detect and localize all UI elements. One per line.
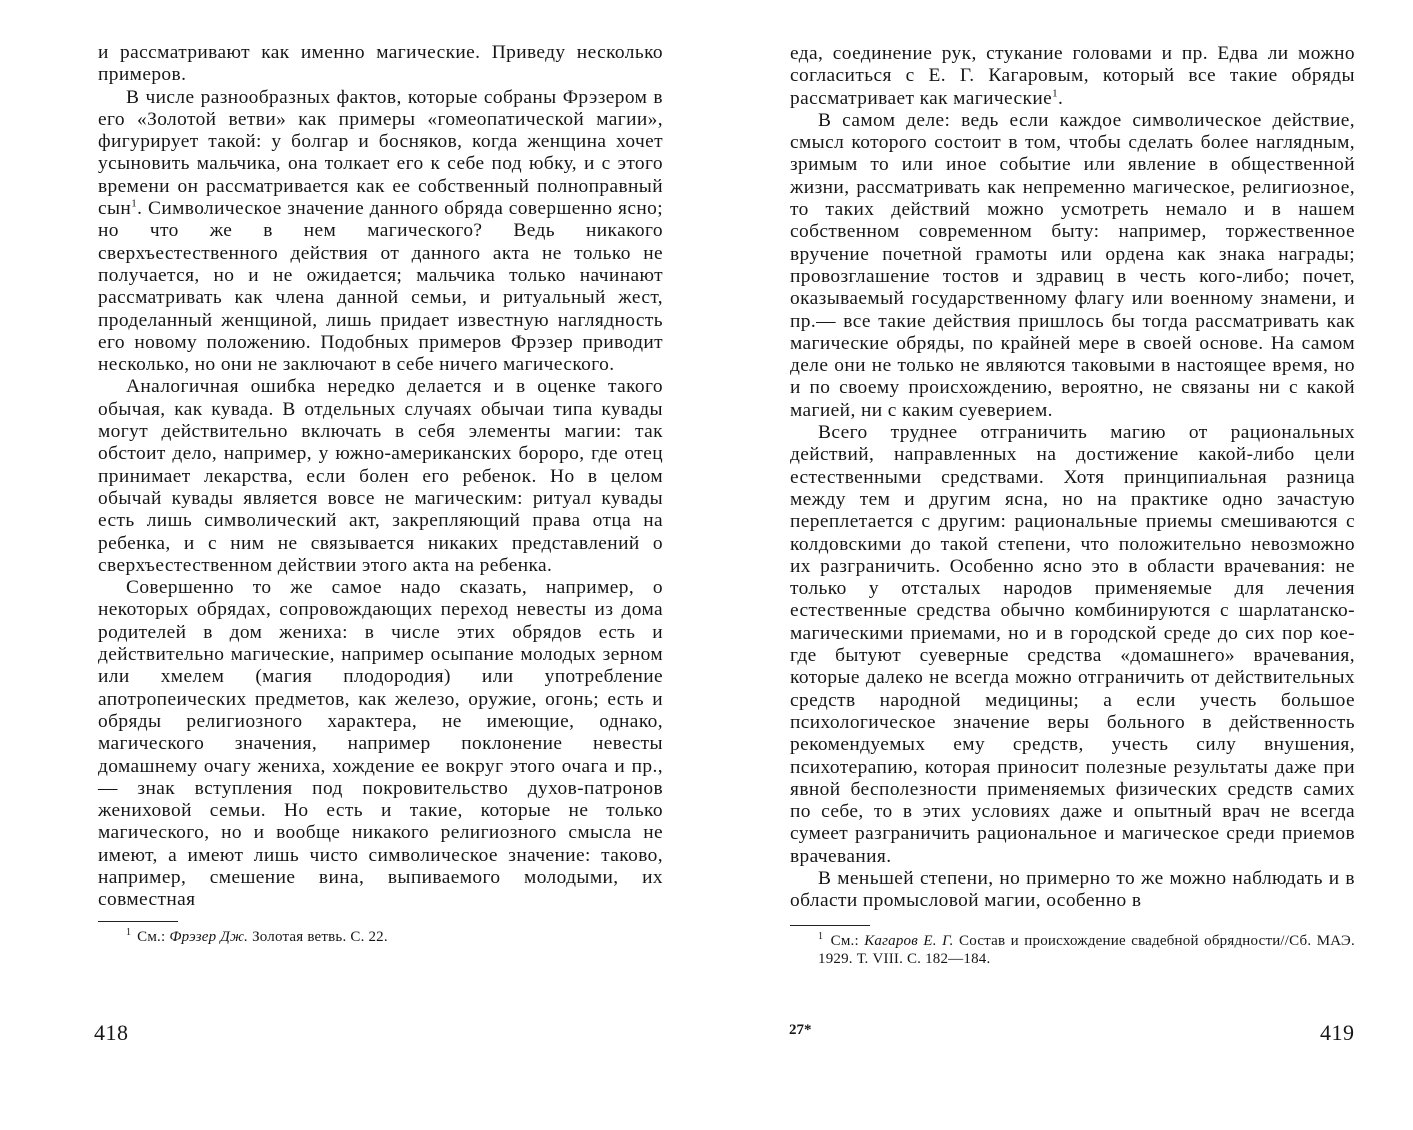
footnote-source: Состав и происхождение свадебной обрядности//Сб. МАЭ. 1929. Т. VIII. С. 182—184. <box>818 932 1355 967</box>
paragraph: и рассматривают как именно магические. Приведу несколько примеров. <box>98 42 663 86</box>
left-page <box>98 0 663 946</box>
paragraph-text: еда, соединение рук, стукание головами и пр. Едва ли можно согласиться с Е. Г. Кагаровым, который все такие обряды рассматривает как магические <box>790 43 1355 109</box>
page-number-right: 419 <box>1320 1020 1355 1045</box>
footnote-divider <box>790 925 870 926</box>
footnote-number: 1 <box>126 926 132 938</box>
footnote <box>790 932 1355 968</box>
paragraph: Совершенно то же самое надо сказать, например, о некоторых обрядах, сопровождающих переход невесты из дома родителей в дом жениха: в числе этих обрядов есть и действительно магические, например осыпание молодых зерном или хмелем (магия плодородия) или употребление апотропеических предметов, как железо, оружие, огонь; есть и обряды религиозного характера, не имеющие, однако, магического значения, например поклонение невесты домашнему очагу жениха, хождение ее вокруг этого очага и пр.,— знак вступления под покровительство духов-патронов жениховой семьи. Но есть и такие, которые не только магического, но и вообще никакого религиозного смысла не имеют, а имеют лишь чисто символическое значение: таково, например, смешение вина, выпиваемого молодыми, их совместная <box>98 577 663 911</box>
footnote <box>98 928 663 946</box>
footnote-divider <box>98 921 178 922</box>
footnote-author: Кагаров Е. Г. <box>864 932 954 949</box>
left-body-text <box>98 42 663 912</box>
printer-signature-mark: 27* <box>789 1022 812 1038</box>
paragraph: В самом деле: ведь если каждое символическое действие, смысл которого состоит в том, чтобы сделать более наглядным, зримым то или иное событие или явление в общественной жизни, рассматривать как непременно магическое, религиозное, то таких действий можно усмотреть немало и в нашем собственном современном быту: например, торжественное вручение почетной грамоты или ордена как знака награды; провозглашение тостов и здравиц в честь кого-либо; почет, оказываемый государственному флагу или военному знамени, и пр.— все такие действия пришлось бы тогда рассматривать как магические обряды, по крайней мере в своей основе. На самом деле они не только не являются таковыми в настоящее время, но и по своему происхождению, вероятно, не связаны ни с какой магией, ни с каким суеверием. <box>790 109 1355 421</box>
right-body-text <box>790 43 1355 913</box>
paragraph: В числе разнообразных фактов, которые собраны Фрэзером в его «Золотой ветви» как примеры «гомеопатической магии», фигурирует такой: у болгар и босняков, когда женщина хочет усыновить мальчика, она толкает его к себе под юбку, и с этого времени он рассматривается как ее собственный полноправный сын$^1$. Символическое значение данного обряда совершенно ясно; но что же в нем магического? Ведь никакого сверхъестественного действия от данного акта не только не получается, но и не ожидается; мальчика только начинают рассматривать как члена данной семьи, и ритуальный жест, проделанный женщиной, лишь придает известную наглядность его новому положению. Подобных примеров Фрэзер приводит несколько, но они не заключают в себе ничего магического. <box>98 86 664 376</box>
paragraph-text: Символическое значение данного обряда совершенно ясно; но что же в нем магического? Ведь никакого сверхъестественного действия от данного акта не только не получается, но и не ожидается; мальчика только начинают рассматривать как члена данной семьи, и ритуальный жест, проделанный женщиной, лишь придает известную наглядность его новому положению. Подобных примеров Фрэзер приводит несколько, но они не заключают в себе ничего магического. <box>98 198 664 376</box>
paragraph: Всего труднее отграничить магию от рациональных действий, направленных на достижение какой-либо цели естественными средствами. Хотя принципиальная разница между тем и другим ясна, но на практике одно зачастую переплетается с другим: рациональные приемы смешиваются с колдовскими до такой степени, что положительно невозможно их разграничить. Особенно ясно это в области врачевания: не только у отсталых народов применяемые для лечения естественные средства обычно комбинируются с шарлатанско-магическими приемами, но и в городской среде до сих пор кое-где бытуют суеверные средства «домашнего» врачевания, которые далеко не всегда можно отграничить от действительных средств народной медицины; а если учесть большое психологическое значение веры больного в действенность рекомендуемых ему средств, учесть силу внушения, психотерапию, которая приносит полезные результаты даже при явной бесполезности применяемых физических средств самих по себе, то в этих условиях даже и опытный врач не всегда сумеет разграничить рациональное и магическое среди приемов врачевания. <box>790 422 1355 867</box>
footnote-prefix: См.: <box>137 928 166 945</box>
right-page <box>790 0 1355 968</box>
paragraph-text: В числе разнообразных фактов, которые собраны Фрэзером в его «Золотой ветви» как примеры «гомеопатической магии», фигурирует такой: у болгар и босняков, когда женщина хочет усыновить мальчика, она толкает его к себе под юбку, и с этого времени он рассматривается как ее собственный полноправный сын <box>98 86 663 220</box>
footnote-marker: 1 <box>131 197 138 210</box>
footnote-prefix: См.: <box>830 932 859 949</box>
page-number-left: 418 <box>94 1020 129 1045</box>
paragraph: В меньшей степени, но примерно то же можно наблюдать и в области промысловой магии, особенно в <box>790 867 1355 912</box>
paragraph: Аналогичная ошибка нередко делается и в оценке такого обычая, как кувада. В отдельных случаях обычаи типа кувады могут действительно включать в себя элементы магии: так обстоит дело, например, у южно-американских бороро, где отец принимает лекарства, если болен его ребенок. Но в целом обычай кувады является вовсе не магическим: ритуал кувады есть лишь символический акт, закрепляющий права отца на ребенка, и с ним не связывается никаких представлений о сверхъестественном действии этого акта на ребенка. <box>98 376 663 576</box>
footnote-source: Золотая ветвь. С. 22. <box>252 928 388 945</box>
paragraph: еда, соединение рук, стукание головами и пр. Едва ли можно согласиться с Е. Г. Кагаровым, который все такие обряды рассматривает как магические$^1$. <box>790 43 1355 109</box>
footnote-marker: 1 <box>1052 87 1059 100</box>
footnote-number: 1 <box>818 930 824 942</box>
footnote-author: Фрэзер Дж. <box>169 928 249 945</box>
